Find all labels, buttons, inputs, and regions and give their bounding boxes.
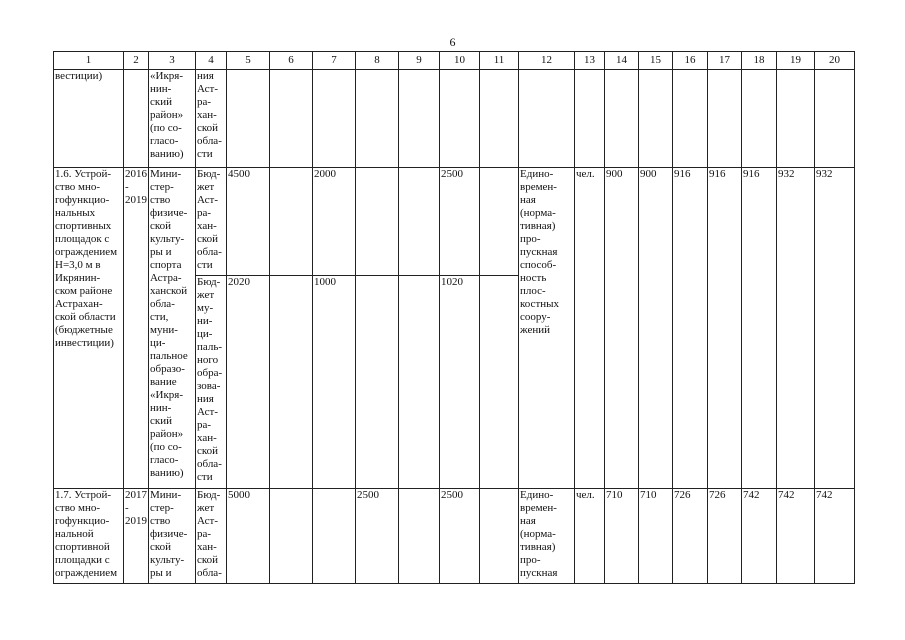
header-cell: 20 [815,52,855,70]
table-cell [270,70,313,168]
header-cell: 15 [639,52,673,70]
page-number: 6 [449,35,456,49]
table-cell [270,168,313,276]
table-cell [742,70,777,168]
table-cell [399,70,440,168]
table-cell [399,489,440,584]
table-cell: 742 [777,489,815,584]
table-cell: 932 [815,168,855,489]
table-cell [777,70,815,168]
header-cell: 3 [149,52,196,70]
table-cell [815,70,855,168]
header-cell: 16 [673,52,708,70]
table-cell [480,168,519,276]
table-cell-activity: 1.7. Устрой- ство мно- гофункцио- нальной спортивной площадки с ограждением [54,489,124,584]
header-cell: 1 [54,52,124,70]
header-row [54,52,855,70]
table-cell [605,70,639,168]
table-cell: 4500 [227,168,270,276]
table-cell [519,70,575,168]
table-cell: 1000 [313,276,356,489]
table-cell [673,70,708,168]
table-cell [480,276,519,489]
table-cell: 742 [742,489,777,584]
table-cell: 742 [815,489,855,584]
table-cell [270,276,313,489]
table-cell: 916 [673,168,708,489]
table-cell: вестиции) [54,70,124,168]
table-cell: ния Аст- ра- хан- ской обла- сти [196,70,227,168]
table-cell: 2500 [356,489,399,584]
table-cell [399,276,440,489]
header-cell: 10 [440,52,480,70]
table-cell-unit: чел. [575,168,605,489]
header-cell: 5 [227,52,270,70]
table-cell-executor: Мини- стер- ство физиче- ской культу- ры и [149,489,196,584]
table-cell [313,489,356,584]
table-cell-period: 2017 - 2019 [124,489,149,584]
table-row-1-6 [54,168,855,276]
table-cell [399,168,440,276]
table-cell: «Икря- нин- ский район» (по со- гласо- ванию) [149,70,196,168]
table-cell [356,168,399,276]
table-cell [356,70,399,168]
header-cell: 19 [777,52,815,70]
header-cell: 7 [313,52,356,70]
table-cell: 5000 [227,489,270,584]
table-cell [356,276,399,489]
table-cell-period: 2016 - 2019 [124,168,149,489]
table-cell [575,70,605,168]
table-cell [480,70,519,168]
table-cell [270,489,313,584]
data-table [53,51,855,584]
header-cell: 8 [356,52,399,70]
header-cell: 9 [399,52,440,70]
header-cell: 6 [270,52,313,70]
table-cell: 900 [605,168,639,489]
header-cell: 4 [196,52,227,70]
table-cell [708,70,742,168]
table-cell [480,489,519,584]
header-cell: 14 [605,52,639,70]
table-cell: 916 [742,168,777,489]
table-cell: 916 [708,168,742,489]
header-cell: 13 [575,52,605,70]
table-cell: 900 [639,168,673,489]
table-cell: 710 [639,489,673,584]
table-cell-executor: Мини- стер- ство физиче- ской культу- ры и спорта Астра- ханской обла- сти, муни- ци- пальное образо- вание «Икря- нин- ский район» (по со- гласо- ванию) [149,168,196,489]
table-cell-indicator: Едино- времен- ная (норма- тивная) про- пускная [519,489,575,584]
header-cell: 12 [519,52,575,70]
table-cell-funding-source: Бюд- жет Аст- ра- хан- ской обла- [196,489,227,584]
table-cell-funding-source: Бюд- жет му- ни- ци- паль- ного обра- зова- ния Аст- ра- хан- ской обла- сти [196,276,227,489]
table-cell-funding-source: Бюд- жет Аст- ра- хан- ской обла- сти [196,168,227,276]
header-cell: 18 [742,52,777,70]
table-cell: 2500 [440,489,480,584]
header-cell: 11 [480,52,519,70]
table-cell [227,70,270,168]
header-cell: 2 [124,52,149,70]
table-cell [440,70,480,168]
table-cell: 932 [777,168,815,489]
table-cell [639,70,673,168]
table-cell-unit: чел. [575,489,605,584]
table-row-1-7 [54,489,855,584]
table-cell: 710 [605,489,639,584]
table-cell: 1020 [440,276,480,489]
table-cell: 726 [673,489,708,584]
table-row-continuation [54,70,855,168]
table-cell [124,70,149,168]
table-cell: 2500 [440,168,480,276]
table-cell: 2000 [313,168,356,276]
header-cell: 17 [708,52,742,70]
table-cell [313,70,356,168]
table-cell: 2020 [227,276,270,489]
table-cell-indicator: Едино- времен- ная (норма- тивная) про- пускная способ- ность плос- костных соору- жений [519,168,575,489]
table-cell: 726 [708,489,742,584]
table-cell-activity: 1.6. Устрой- ство мно- гофункцио- нальных спортивных площадок с ограждением Н=3,0 м в Икрянин- ском районе Астрахан- ской области (бюджетные инвестиции) [54,168,124,489]
